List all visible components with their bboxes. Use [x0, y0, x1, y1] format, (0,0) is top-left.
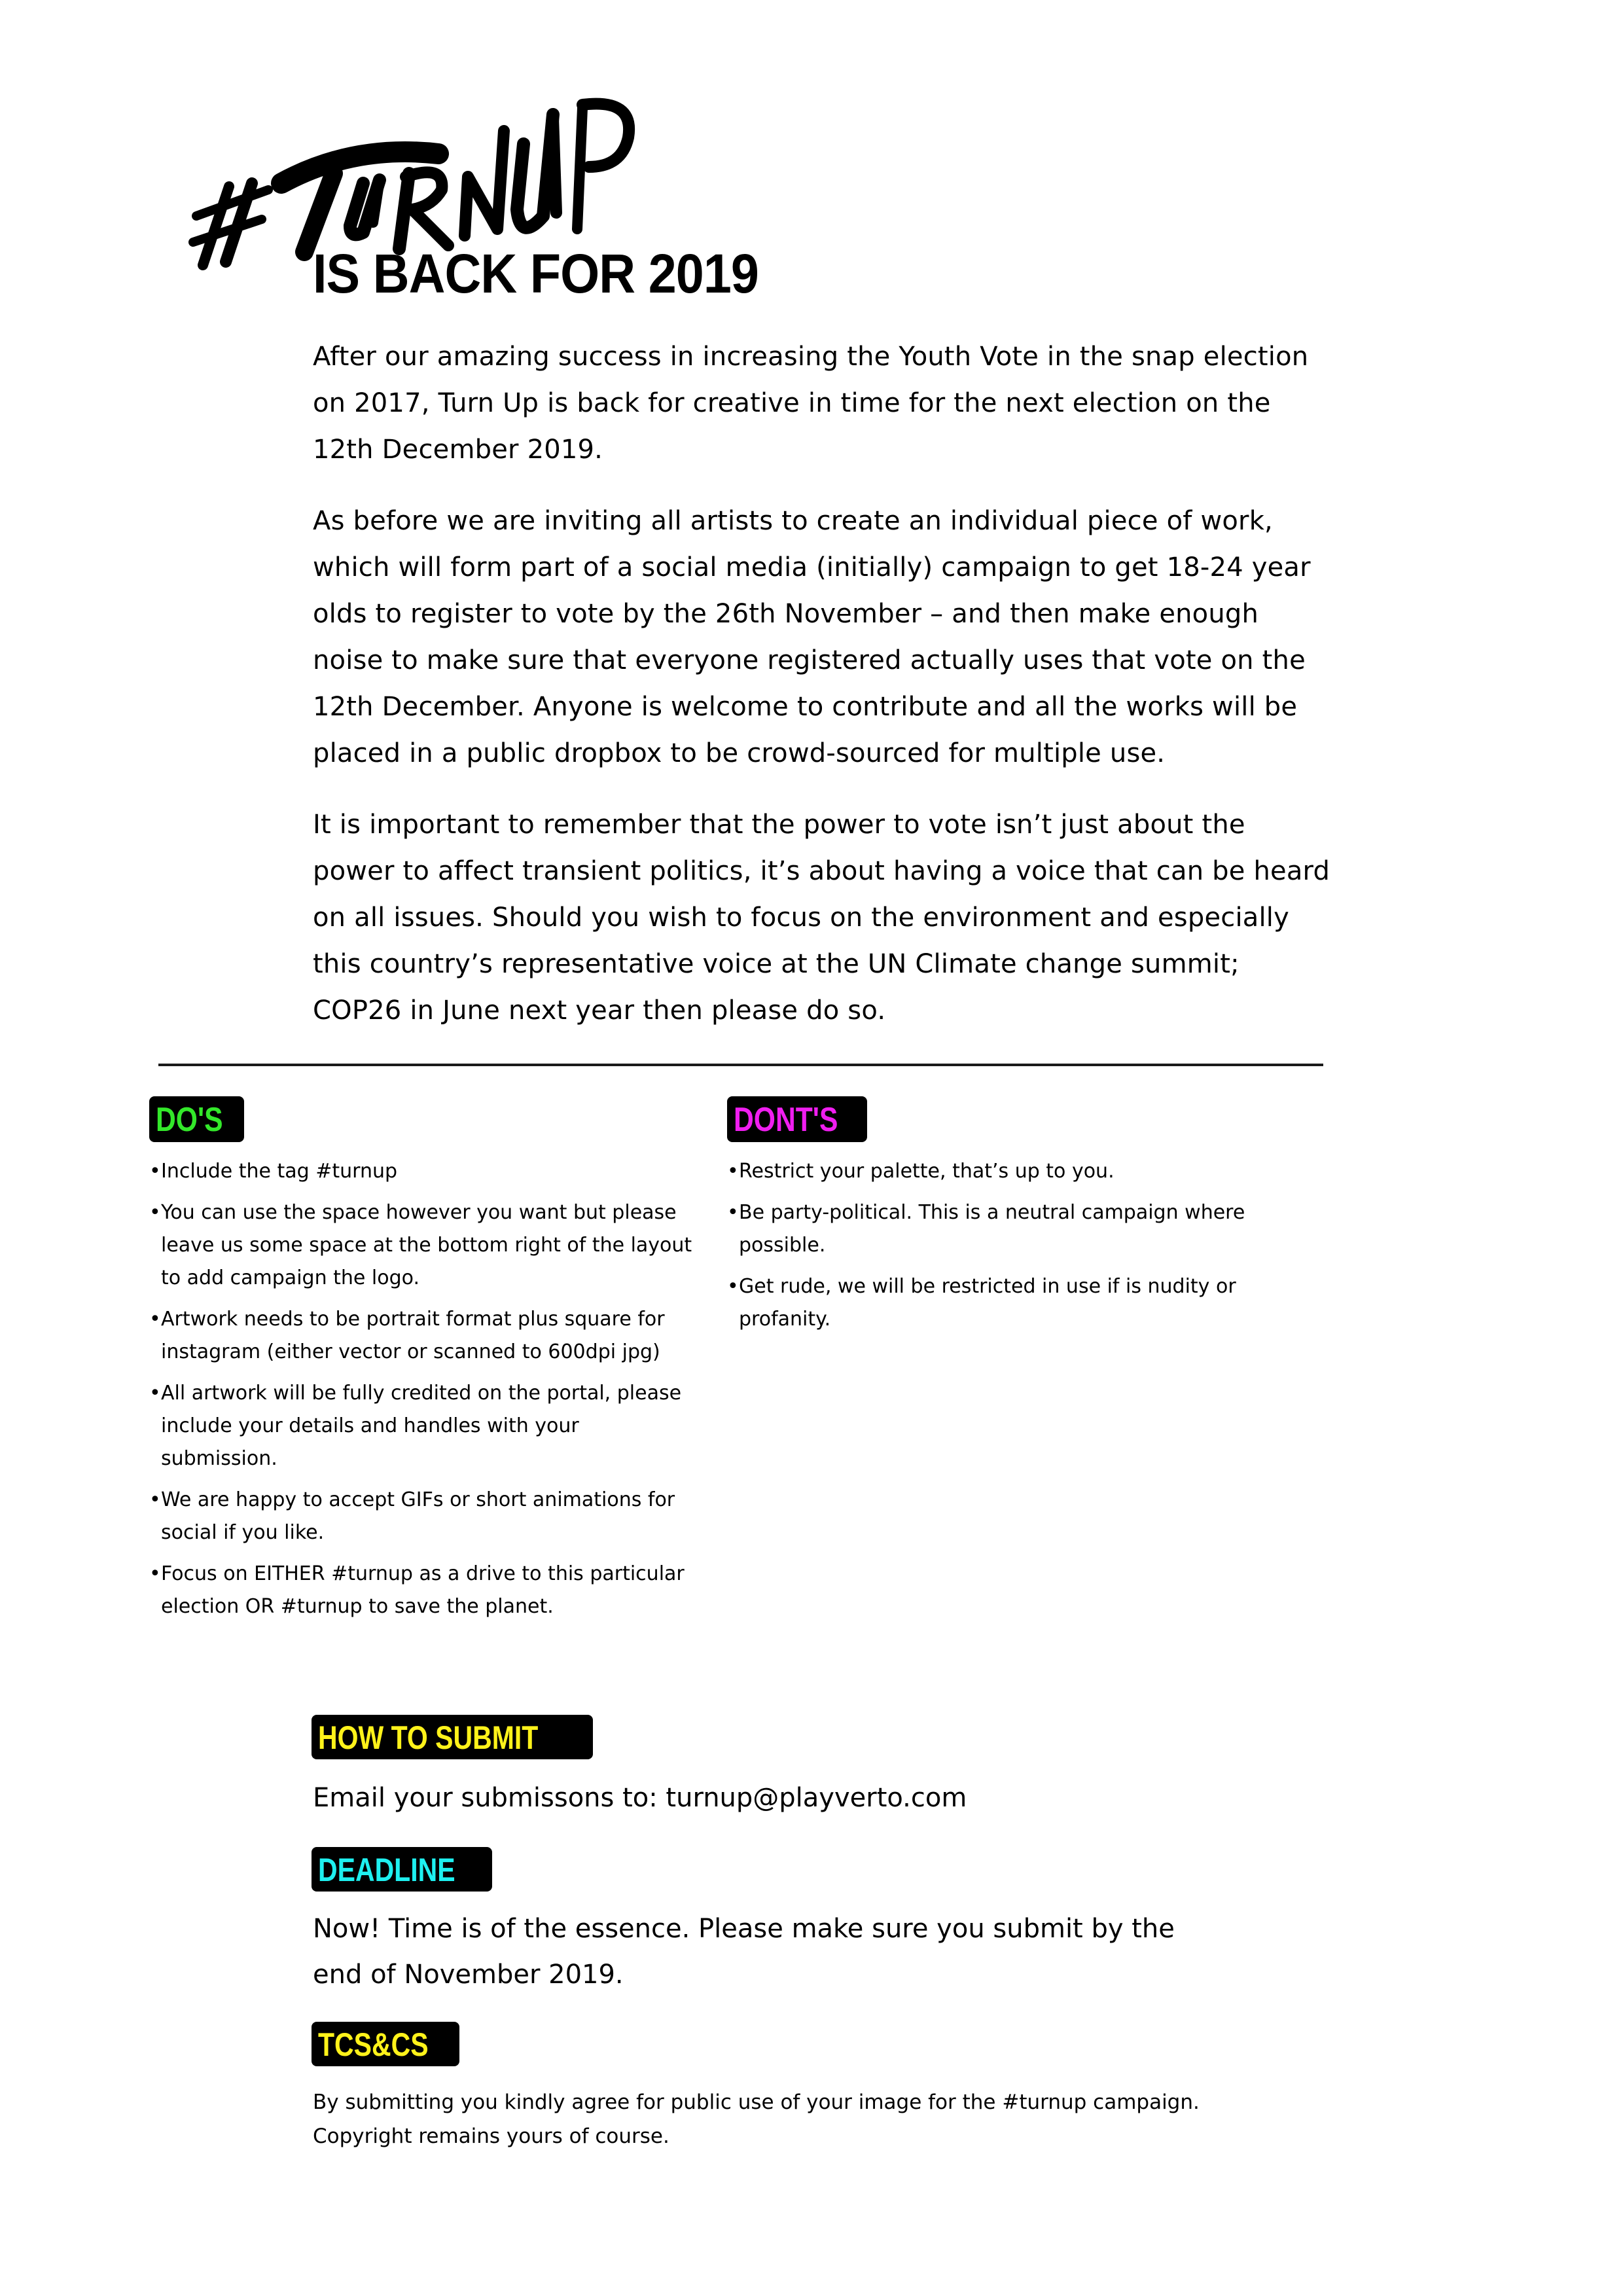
list-item: • All artwork will be fully credited on the portal, please include your details and handles with your submission. — [149, 1377, 699, 1475]
deadline-text: Now! Time is of the essence. Please make sure you submit by the end of November 2019. — [313, 1914, 1175, 1990]
headline: IS BACK FOR 2019 — [313, 243, 759, 304]
bullet-icon: • — [727, 1160, 739, 1183]
how-to-submit-label — [312, 1715, 593, 1759]
turnup-logo — [190, 52, 700, 275]
intro-paragraph: As before we are inviting all artists to create an individual piece of work, which will form part of a social media (initially) campaign to get 18-24 year olds to register to vote by the 26th November – and then make enough noise to make sure that everyone registered actually uses that vote on the 12th December. Anyone is welcome to contribute and all the works will be placed in a public dropbox to be crowd-sourced for multiple use. — [313, 506, 1311, 768]
list-item: • Artwork needs to be portrait format plus square for instagram (either vector or scanned to 600dpi jpg) — [149, 1303, 699, 1369]
intro-paragraph: After our amazing success in increasing the Youth Vote in the snap election on 2017, Turn Up is back for creative in time for the next election on the 12th December 2019. — [313, 342, 1309, 465]
dos-label — [149, 1096, 244, 1142]
section-divider — [158, 1064, 1323, 1066]
bullet-icon: • — [149, 1488, 161, 1511]
list-item: • We are happy to accept GIFs or short animations for social if you like. — [149, 1484, 699, 1549]
list-item: • Restrict your palette, that’s up to you. — [727, 1155, 1251, 1188]
bullet-icon: • — [727, 1201, 739, 1224]
list-item: • You can use the space however you want but please leave us some space at the bottom right of the layout to add campaign the logo. — [149, 1196, 699, 1295]
brush-hashtag-turnup-logo-icon — [190, 52, 700, 275]
how-to-submit-label-text: HOW TO SUBMIT — [318, 1719, 539, 1756]
bullet-icon: • — [149, 1160, 161, 1183]
donts-label — [727, 1096, 867, 1142]
list-item: • Be party-political. This is a neutral campaign where possible. — [727, 1196, 1251, 1262]
bullet-icon: • — [149, 1201, 161, 1224]
list-item: • Focus on EITHER #turnup as a drive to this particular election OR #turnup to save the planet. — [149, 1558, 699, 1623]
bullet-icon: • — [149, 1382, 161, 1405]
intro-text — [313, 334, 1334, 1059]
bullet-icon: • — [149, 1308, 161, 1331]
tcs-label — [312, 2022, 459, 2066]
dos-label-text: DO'S — [156, 1101, 223, 1139]
dos-list — [149, 1155, 699, 1632]
how-to-submit-text: Email your submissons to: turnup@playverto.com — [313, 1783, 967, 1813]
deadline-label — [312, 1847, 492, 1892]
bullet-icon: • — [149, 1562, 161, 1585]
intro-paragraph: It is important to remember that the power to vote isn’t just about the power to affect transient politics, it’s about having a voice that can be heard on all issues. Should you wish to focus on the environment and especially this country’s representative voice at the UN Climate change summit; COP26 in June next year then please do so. — [313, 810, 1330, 1026]
donts-label-text: DONT'S — [734, 1101, 838, 1139]
list-item: • Include the tag #turnup — [149, 1155, 699, 1188]
tcs-text: By submitting you kindly agree for public use of your image for the #turnup campaign. Copyright remains yours of course. — [313, 2090, 1200, 2148]
tcs-label-text: TCS&CS — [318, 2026, 429, 2063]
donts-list — [727, 1155, 1251, 1344]
bullet-icon: • — [727, 1275, 739, 1298]
list-item: • Get rude, we will be restricted in use if is nudity or profanity. — [727, 1270, 1251, 1336]
deadline-label-text: DEADLINE — [318, 1852, 455, 1888]
